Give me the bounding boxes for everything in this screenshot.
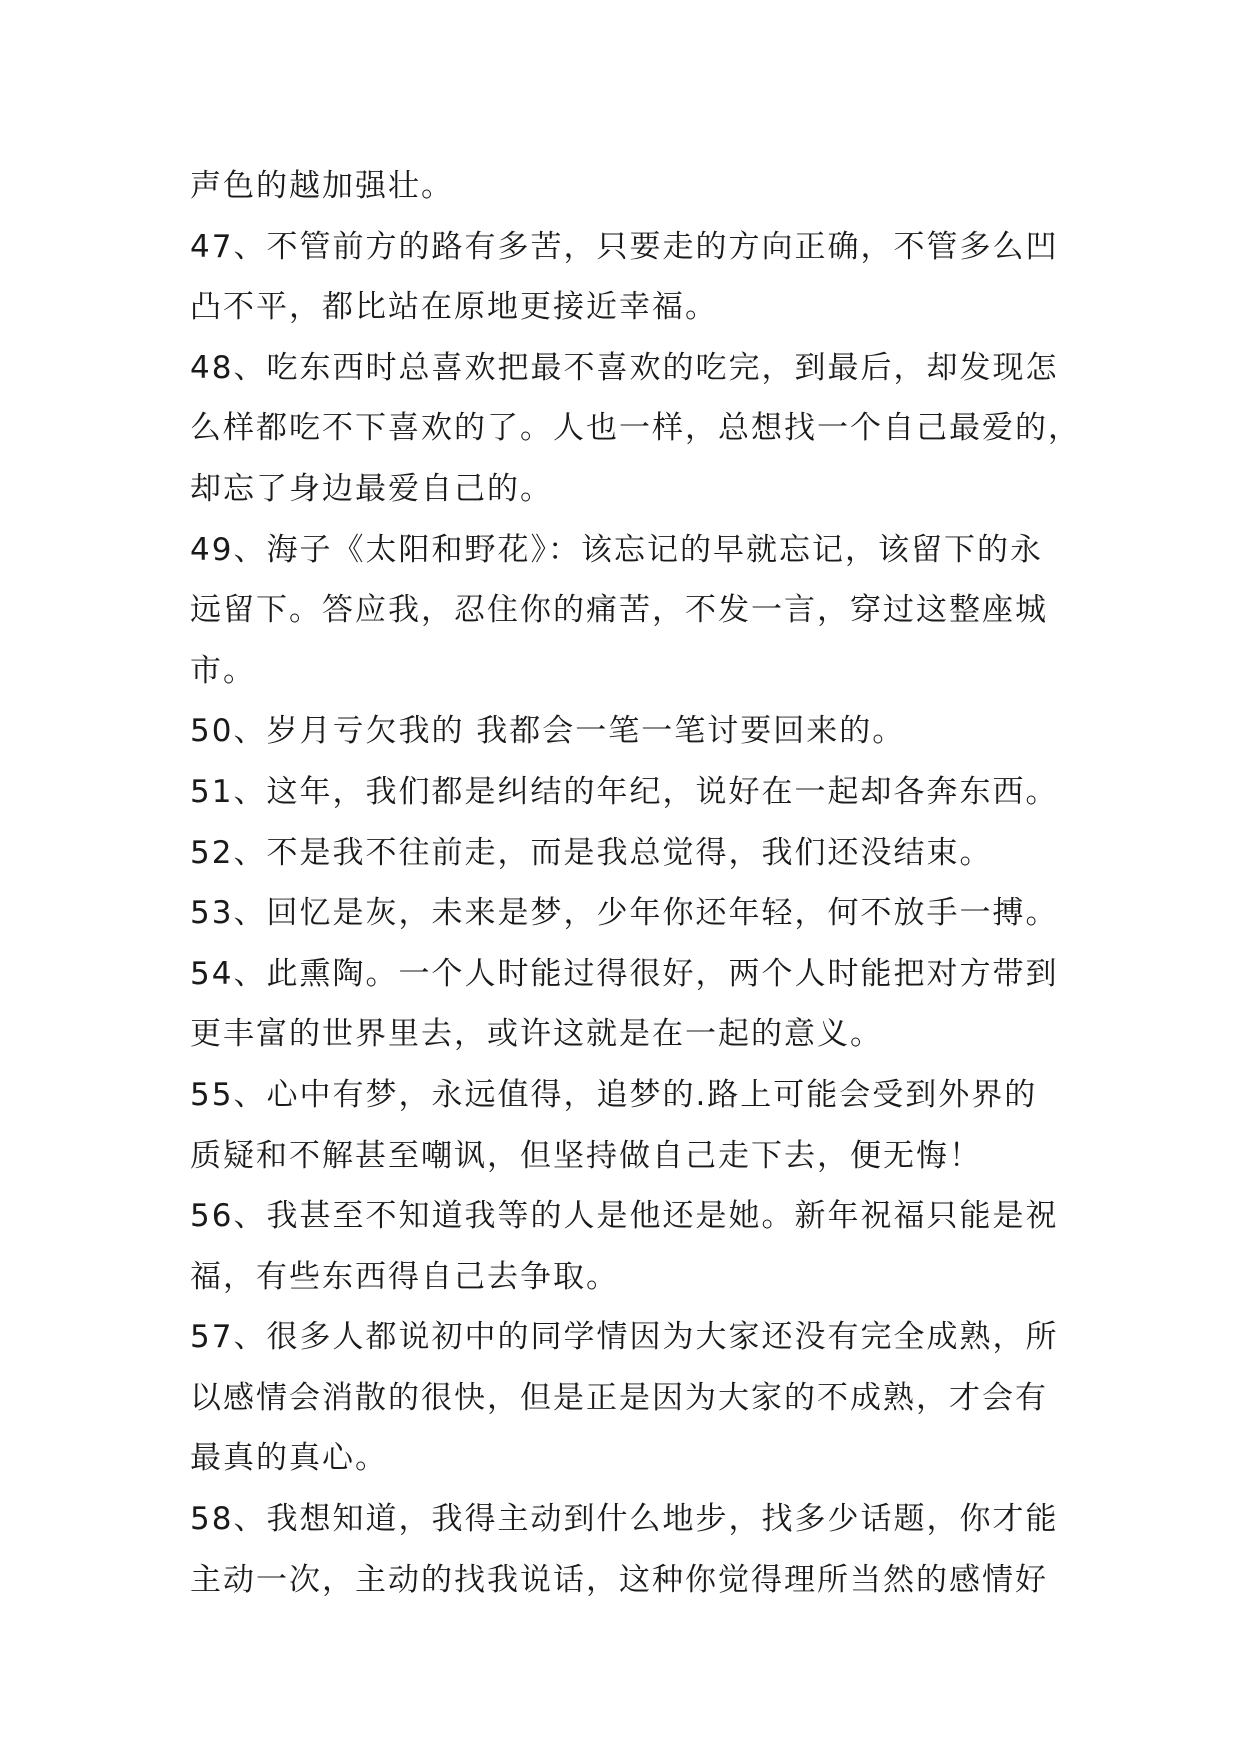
text-line: 49、海子《太阳和野花》：该忘记的早就忘记，该留下的永: [190, 531, 1043, 568]
text-line: 声色的越加强壮。: [190, 168, 454, 204]
text-line: 以感情会消散的很快，但是正是因为大家的不成熟，才会有: [190, 1379, 1048, 1416]
document-body: [190, 156, 1081, 1610]
text-line: 却忘了身边最爱自己的。: [190, 470, 553, 507]
text-line: 福，有些东西得自己去争取。: [190, 1258, 619, 1295]
text-line: 远留下。答应我，忍住你的痛苦，不发一言，穿过这整座城: [190, 592, 1048, 629]
text-line: 51、这年，我们都是纠结的年纪，说好在一起却各奔东西。: [190, 773, 1059, 810]
text-line: 57、很多人都说初中的同学情因为大家还没有完全成熟，所: [190, 1319, 1059, 1356]
text-line: 48、吃东西时总喜欢把最不喜欢的吃完，到最后，却发现怎: [190, 349, 1059, 386]
text-line: 58、我想知道，我得主动到什么地步，找多少话题，你才能: [190, 1501, 1059, 1538]
text-line: 凸不平，都比站在原地更接近幸福。: [190, 289, 718, 326]
text-line: 么样都吃不下喜欢的了。人也一样，总想找一个自己最爱的，: [190, 410, 1081, 447]
text-line: 52、不是我不往前走，而是我总觉得，我们还没结束。: [190, 834, 993, 871]
text-line: 50、岁月亏欠我的 我都会一笔一笔讨要回来的。: [190, 713, 906, 750]
text-line: 最真的真心。: [190, 1440, 388, 1477]
text-line: 54、此熏陶。一个人时能过得很好，两个人时能把对方带到: [190, 955, 1059, 992]
text-line: 47、不管前方的路有多苦，只要走的方向正确，不管多么凹: [190, 228, 1059, 265]
text-line: 55、心中有梦，永远值得，追梦的.路上可能会受到外界的: [190, 1076, 1038, 1113]
text-line: 更丰富的世界里去，或许这就是在一起的意义。: [190, 1016, 883, 1053]
text-line: 质疑和不解甚至嘲讽，但坚持做自己走下去，便无悔！: [190, 1137, 982, 1174]
text-line: 56、我甚至不知道我等的人是他还是她。新年祝福只能是祝: [190, 1198, 1059, 1235]
text-line: 市。: [190, 652, 256, 689]
text-line: 53、回忆是灰，未来是梦，少年你还年轻，何不放手一搏。: [190, 895, 1059, 932]
text-line: 主动一次，主动的找我说话，这种你觉得理所当然的感情好: [190, 1561, 1048, 1598]
